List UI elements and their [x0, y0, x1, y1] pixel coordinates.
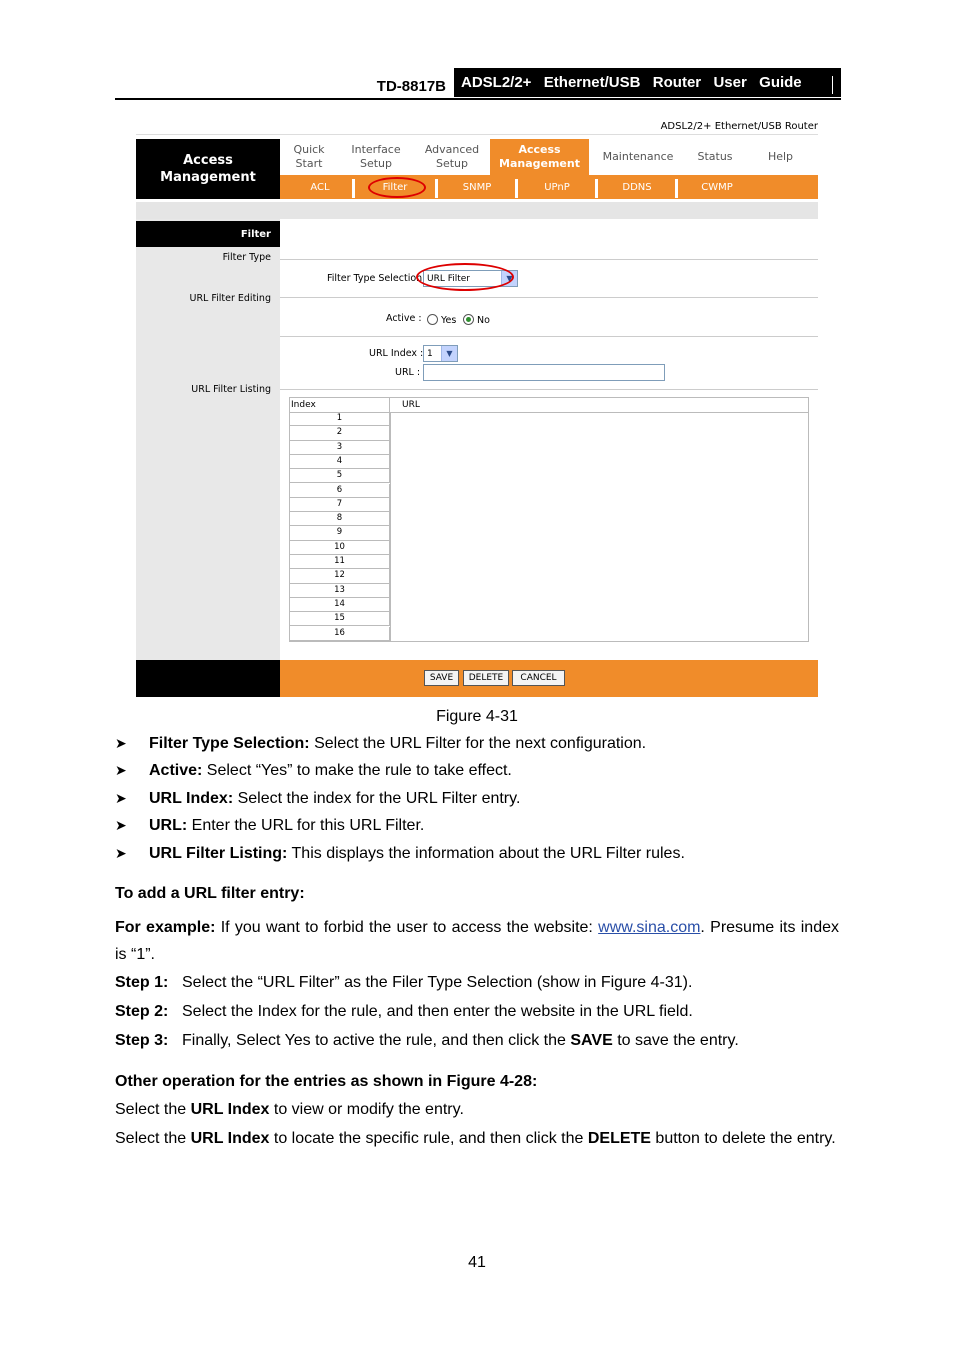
step-label: Step 2: — [115, 1003, 169, 1020]
table-row-index: 5 — [290, 469, 390, 483]
brand-line2: Management — [160, 170, 256, 185]
other-line-1: Select the URL Index to view or modify the entry. — [115, 1101, 464, 1118]
active-no-label: No — [477, 315, 490, 326]
url-index-label: URL Index : — [369, 348, 424, 359]
row-divider — [280, 336, 818, 337]
page-number: 41 — [468, 1254, 486, 1271]
left-label-column — [136, 219, 280, 660]
menu-help[interactable]: Help — [767, 150, 794, 163]
table-row-index: 16 — [290, 627, 390, 641]
table-header — [290, 398, 808, 413]
top-divider — [136, 134, 818, 135]
filter-type-value: URL Filter — [427, 273, 471, 284]
table-row-index: 8 — [290, 512, 390, 526]
table-row-index: 10 — [290, 541, 390, 555]
figure-caption: Figure 4-31 — [436, 708, 518, 725]
url-input[interactable] — [423, 364, 665, 381]
brand-block — [136, 139, 280, 199]
row-divider — [280, 389, 818, 390]
chevron-down-icon: ▼ — [501, 271, 517, 286]
menu-advanced-setup[interactable]: Advanced Setup — [424, 143, 480, 170]
submenu-ddns[interactable]: DDNS — [622, 181, 652, 193]
step-1 — [115, 974, 692, 992]
table-row-index: 11 — [290, 555, 390, 569]
brand-line1: Access — [183, 153, 233, 168]
main-menu — [280, 139, 818, 175]
submenu-acl[interactable]: ACL — [310, 181, 330, 193]
table-row-index: 12 — [290, 569, 390, 583]
footer-bar-left — [136, 660, 280, 697]
example-tail: . Presume its index is “1”. — [115, 919, 839, 963]
bullet-term: URL Filter Listing: — [149, 845, 288, 862]
gray-band — [136, 202, 818, 219]
sina-link[interactable]: www.sina.com — [598, 919, 701, 936]
chevron-down-icon: ▼ — [441, 346, 457, 361]
arrow-bullet-icon: ➤ — [115, 817, 127, 833]
active-yes-radio[interactable] — [427, 314, 438, 325]
arrow-bullet-icon: ➤ — [115, 790, 127, 806]
step-label: Step 3: — [115, 1032, 169, 1049]
submenu-filter[interactable]: Filter — [382, 181, 408, 193]
title-divider — [832, 76, 833, 94]
active-no-radio[interactable] — [463, 314, 474, 325]
menu-access-management[interactable]: Access Management — [490, 139, 589, 175]
url-index-value: 1 — [427, 348, 433, 359]
url-label: URL : — [395, 367, 421, 378]
step-text: Finally, Select Yes to active the rule, and then click the — [182, 1032, 571, 1049]
add-entry-heading: To add a URL filter entry: — [115, 885, 305, 902]
active-yes-label: Yes — [441, 315, 457, 326]
label-filter-type: Filter Type — [222, 252, 271, 263]
table-row-index: 13 — [290, 584, 390, 598]
filter-type-selection-label: Filter Type Selection — [327, 273, 423, 284]
table-row-index: 6 — [290, 484, 390, 498]
submenu-snmp[interactable]: SNMP — [462, 181, 492, 193]
table-row-index: 15 — [290, 612, 390, 626]
menu-quick-start[interactable]: Quick Start — [293, 143, 325, 170]
sub-menu — [280, 175, 818, 199]
bullet-term: URL Index: — [149, 790, 234, 807]
arrow-bullet-icon: ➤ — [115, 845, 127, 861]
step-label: Step 1: — [115, 974, 169, 991]
other-operation-heading: Other operation for the entries as shown in Figure 4-28: — [115, 1073, 538, 1090]
step-bold: SAVE — [570, 1032, 613, 1049]
cancel-button[interactable]: CANCEL — [512, 670, 565, 686]
router-ui-screenshot — [136, 118, 818, 697]
url-index-select[interactable] — [423, 345, 458, 362]
table-row-index: 2 — [290, 426, 390, 440]
bullet-term: Active: — [149, 762, 203, 779]
row-divider — [280, 259, 818, 260]
filter-type-select[interactable] — [423, 270, 518, 287]
bullet-text: Select the URL Filter for the next configuration. — [309, 735, 647, 752]
column-header-url: URL — [402, 400, 420, 410]
submenu-upnp[interactable]: UPnP — [544, 181, 570, 193]
arrow-bullet-icon: ➤ — [115, 762, 127, 778]
url-column-divider — [390, 412, 391, 642]
other-line-2: Select the URL Index to locate the specific rule, and then click the DELETE button to delete the entry. — [115, 1130, 836, 1147]
save-button[interactable]: SAVE — [424, 670, 459, 686]
guide-title — [454, 68, 841, 97]
column-header-index: Index — [290, 398, 390, 412]
page-header — [115, 68, 841, 100]
guide-title-text: ADSL2/2+ Ethernet/USB Router User Guide — [461, 74, 802, 91]
active-label: Active : — [386, 313, 422, 324]
arrow-bullet-icon: ➤ — [115, 735, 127, 751]
menu-status[interactable]: Status — [697, 150, 733, 163]
table-row-index: 14 — [290, 598, 390, 612]
delete-button[interactable]: DELETE — [463, 670, 509, 686]
step-text: Select the Index for the rule, and then enter the website in the URL field. — [182, 1003, 693, 1020]
model-name: TD-8817B — [376, 78, 446, 95]
product-name: ADSL2/2+ Ethernet/USB Router — [660, 121, 818, 132]
bullet-text: Select “Yes” to make the rule to take effect. — [202, 762, 512, 779]
label-url-filter-listing: URL Filter Listing — [191, 384, 271, 395]
step-3 — [115, 1032, 739, 1050]
table-row-index: 1 — [290, 412, 390, 426]
example-paragraph — [115, 914, 839, 968]
url-filter-table — [289, 397, 809, 642]
step-text: Select the “URL Filter” as the Filer Type Selection (show in Figure 4-31). — [182, 974, 693, 991]
row-divider — [280, 297, 818, 298]
table-row-index: 3 — [290, 441, 390, 455]
bullet-text: Enter the URL for this URL Filter. — [187, 817, 425, 834]
bullet-text: Select the index for the URL Filter entry. — [233, 790, 521, 807]
table-row-index: 7 — [290, 498, 390, 512]
menu-maintenance[interactable]: Maintenance — [602, 150, 674, 163]
bullet-term: Filter Type Selection: — [149, 735, 310, 752]
submenu-cwmp[interactable]: CWMP — [701, 181, 733, 193]
bullet-term: URL: — [149, 817, 188, 834]
step-text: to save the entry. — [612, 1032, 739, 1049]
section-title: Filter — [136, 221, 280, 247]
bullet-text: This displays the information about the URL Filter rules. — [287, 845, 685, 862]
table-row-index: 9 — [290, 526, 390, 540]
table-row-index: 4 — [290, 455, 390, 469]
step-2 — [115, 1003, 693, 1021]
label-url-filter-editing: URL Filter Editing — [189, 293, 271, 304]
menu-interface-setup[interactable]: Interface Setup — [351, 143, 401, 170]
example-label: For example: — [115, 919, 216, 936]
example-text: If you want to forbid the user to access the website: — [215, 919, 599, 936]
